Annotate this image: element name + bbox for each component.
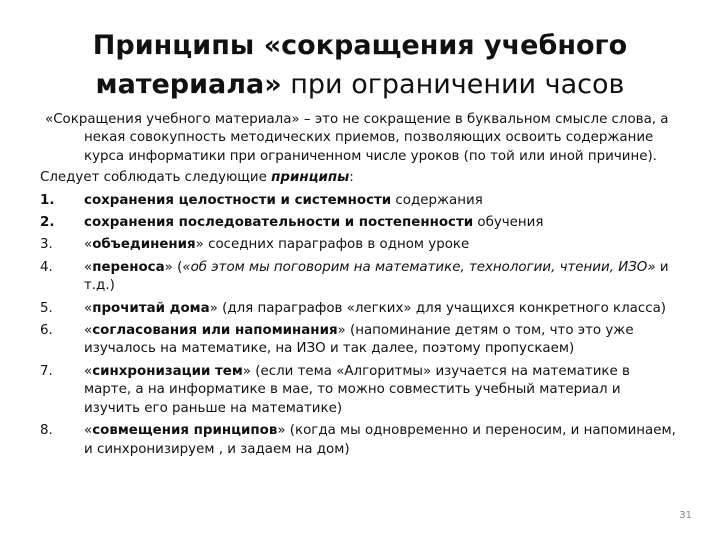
item-number: 8.: [40, 423, 53, 439]
list-item: 8. «совмещения принципов» (когда мы одновременно и переносим, и напоминаем, и синхронизируем , и задаем на дом): [40, 423, 676, 457]
list-item: 6. «согласования или напоминания» (напоминание детям о том, что это уже изучалось на математике, на ИЗО и так далее, поэтому пропускаем): [40, 323, 634, 357]
principles-list: [40, 192, 680, 459]
item-number: 6.: [40, 323, 53, 339]
list-item: 3. «объединения» соседних параграфов в одном уроке: [40, 236, 680, 254]
item-number: 7.: [40, 363, 53, 379]
page-number: 31: [679, 510, 692, 521]
list-item: 5. «прочитай дома» (для параграфов «легких» для учащихся конкретного класса): [40, 300, 680, 318]
list-item: 2. сохранения последовательности и постепенности обучения: [40, 214, 680, 232]
list-item: 1. сохранения целостности и системности содержания: [40, 192, 680, 210]
slide-title: [40, 26, 680, 104]
list-item: 4. «переноса» («об этом мы поговорим на математике, технологии, чтении, ИЗО» и т.д.): [40, 259, 669, 294]
title-line-2: материала» при ограничении часов: [95, 69, 625, 100]
item-number: 1.: [40, 192, 55, 208]
title-line-1: Принципы «сокращения учебного: [92, 30, 628, 61]
intro-paragraph: «Сокращения учебного материала» – это не сокращение в буквальном смысле слова, а некая совокупность методических приемов, позволяющих освоить содержание курса информатики при ограниченном числе уроков (по той или иной причине).: [45, 112, 669, 164]
principles-lead: Следует соблюдать следующие принципы:: [40, 170, 354, 186]
list-item: 7. «синхронизации тем» (если тема «Алгоритмы» изучается на математике в марте, а на информатике в мае, то можно совместить учебный материал и изучить его раньше на математике): [40, 363, 630, 416]
item-number: 4.: [40, 259, 53, 275]
item-number: 2.: [40, 215, 55, 231]
slide-body: [40, 111, 680, 459]
item-number: 5.: [40, 300, 53, 316]
item-number: 3.: [40, 237, 53, 253]
